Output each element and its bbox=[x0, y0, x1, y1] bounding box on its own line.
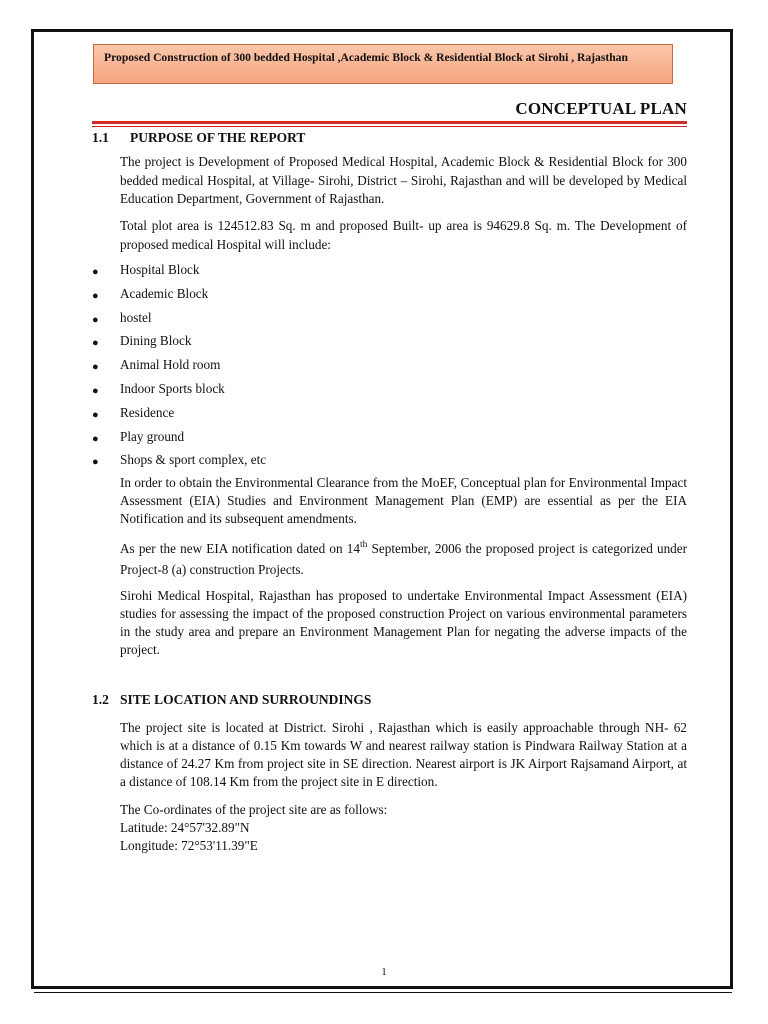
list-item: ● Indoor Sports block bbox=[92, 380, 225, 397]
header-title: Proposed Construction of 300 bedded Hospital ,Academic Block & Residential Block at Sirohi , Rajasthan bbox=[104, 51, 628, 64]
list-item: ● Hospital Block bbox=[92, 262, 200, 278]
document-header bbox=[93, 44, 673, 84]
section-2-number: 1.2 bbox=[92, 692, 109, 707]
section-2-paragraph-1: The project site is located at District. Sirohi , Rajasthan which is easily approachable through NH- 62 which is at a distance of 0.15 Km towards W and nearest railway station is Pindwara Railway Station at a distance of 24.27 Km from project site in SE direction. Nearest airport is JK Airport Rajsamand Airport, at a distance of 108.14 Km from the project site in E direction. bbox=[120, 720, 687, 789]
section-1-paragraph-4: As per the new EIA notification dated on 14th September, 2006 the proposed project is categorized under Project-8 (a) construction Projects. bbox=[120, 540, 688, 577]
bullet-icon: ● bbox=[92, 266, 99, 278]
bullet-icon: ● bbox=[92, 337, 99, 350]
bullet-icon: ● bbox=[92, 384, 99, 397]
list-item: ● Residence bbox=[92, 404, 175, 421]
list-item: ● Dining Block bbox=[92, 333, 192, 350]
bullet-icon: ● bbox=[92, 432, 99, 445]
bullet-icon: ● bbox=[92, 361, 99, 374]
section-2-title: SITE LOCATION AND SURROUNDINGS bbox=[120, 692, 372, 707]
page-number: 1 bbox=[381, 966, 387, 978]
list-item: ● Play ground bbox=[92, 428, 185, 445]
section-1-heading bbox=[92, 130, 305, 146]
facility-list bbox=[92, 262, 687, 476]
section-2-heading bbox=[92, 692, 371, 708]
bullet-icon: ● bbox=[92, 408, 99, 421]
longitude-value: Longitude: 72°53'11.39"E bbox=[120, 838, 258, 853]
latitude-value: Latitude: 24°57'32.89"N bbox=[120, 820, 250, 835]
bullet-icon: ● bbox=[92, 289, 99, 302]
list-item: ● hostel bbox=[92, 309, 152, 326]
bullet-icon: ● bbox=[92, 313, 99, 326]
section-1-paragraph-3: In order to obtain the Environmental Clearance from the MoEF, Conceptual plan for Environmental Impact Assessment (EIA) Studies and Environment Management Plan (EMP) are essential as per the EIA Notification and its subsequent amendments. bbox=[120, 475, 687, 526]
section-1-paragraph-5: Sirohi Medical Hospital, Rajasthan has proposed to undertake Environmental Impact Assessment (EIA) studies for assessing the impact of the proposed construction Project on various environmental parameters in the study area and prepare an Environment Management Plan for negating the adverse impacts of the project. bbox=[120, 588, 687, 657]
list-item: ● Shops & sport complex, etc bbox=[92, 452, 267, 469]
page-border-bottom-line bbox=[34, 992, 732, 993]
title-rule-thick bbox=[92, 121, 687, 124]
plan-title: CONCEPTUAL PLAN bbox=[515, 99, 687, 118]
coordinates-intro: The Co-ordinates of the project site are as follows: bbox=[120, 802, 388, 817]
section-1-paragraph-1: The project is Development of Proposed Medical Hospital, Academic Block & Residential Block for 300 bedded medical Hospital, at Village- Sirohi, District – Sirohi, Rajasthan and will be developed by Medical Education Department, Government of Rajasthan. bbox=[120, 154, 687, 206]
list-item: ● Animal Hold room bbox=[92, 357, 221, 374]
bullet-icon: ● bbox=[92, 456, 99, 469]
title-rule-thin bbox=[92, 126, 687, 127]
coordinates-block bbox=[120, 801, 387, 855]
list-item: ● Academic Block bbox=[92, 285, 209, 302]
section-1-paragraph-2: Total plot area is 124512.83 Sq. m and proposed Built- up area is 94629.8 Sq. m. The Development of proposed medical Hospital will include: bbox=[120, 218, 687, 252]
section-1-number: 1.1 bbox=[92, 130, 109, 145]
section-1-title: PURPOSE OF THE REPORT bbox=[130, 130, 306, 145]
